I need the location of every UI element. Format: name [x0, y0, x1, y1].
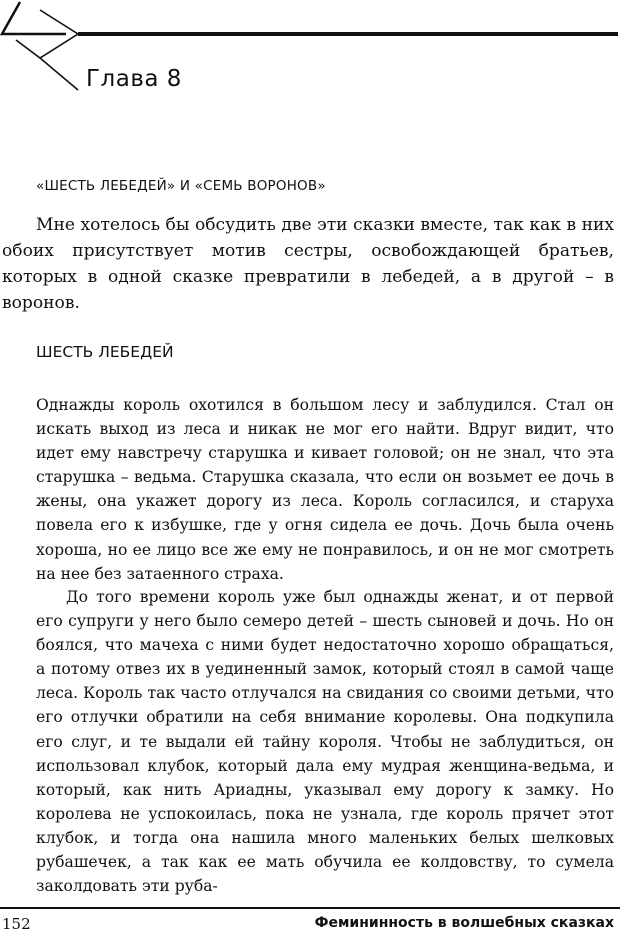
running-footer-title: Фемининность в волшебных сказках	[314, 915, 614, 931]
intro-paragraph: Мне хотелось бы обсудить две эти сказки вместе, так как в них обоих присутствует мотив сестры, освобождающей братьев, которых в одной сказке превратили в лебедей, а в другой – в воронов.	[2, 215, 614, 313]
chapter-heading: Глава 8	[86, 66, 182, 92]
page-number: 152	[2, 915, 31, 933]
body-paragraph-1: Однажды король охотился в большом лесу и заблудился. Стал он искать выход из леса и никак не мог его найти. Вдруг видит, что идет ему навстречу старушка и кивает головой; он не знал, что эта старушка – ведьма. Старушка сказала, что если он возьмет ее дочь в жены, она укажет дорогу из леса. Король согласился, и старуха повела его к избушке, где у огня сидела ее дочь. Дочь была очень хороша, но ее лицо все же ему не понравилось, и он не мог смотреть на нее без затаенного страха.	[36, 396, 614, 583]
section-heading-six-swans: ШЕСТЬ ЛЕБЕДЕЙ	[36, 343, 174, 361]
footer-rule	[0, 907, 620, 909]
body-paragraph-2: До того времени король уже был однажды женат, и от первой его супруги у него было семеро детей – шесть сыновей и дочь. Но он боялся, что мачеха с ними будет недостаточно хорошо обращаться, а потому отвез их в уединенный замок, который стоял в самой чаще леса. Король так часто отлучался на свидания со своими детьми, что его отлучки обратили на себя внимание королевы. Она подкупила его слуг, и те выдали ей тайну короля. Чтобы не заблудиться, он использовал клубок, который дала ему мудрая женщина-ведьма, и который, как нить Ариадны, указывал ему дорогу к замку. Но королева не успокоилась, пока не узнала, где король прячет этот клубок, и тогда она нашила много маленьких белых шелковых рубашечек, а так как ее мать обучила ее колдовству, то сумела заколдовать эти руба-	[36, 588, 614, 896]
section-heading-six-swans-seven-ravens: «ШЕСТЬ ЛЕБЕДЕЙ» И «СЕМЬ ВОРОНОВ»	[36, 178, 326, 194]
